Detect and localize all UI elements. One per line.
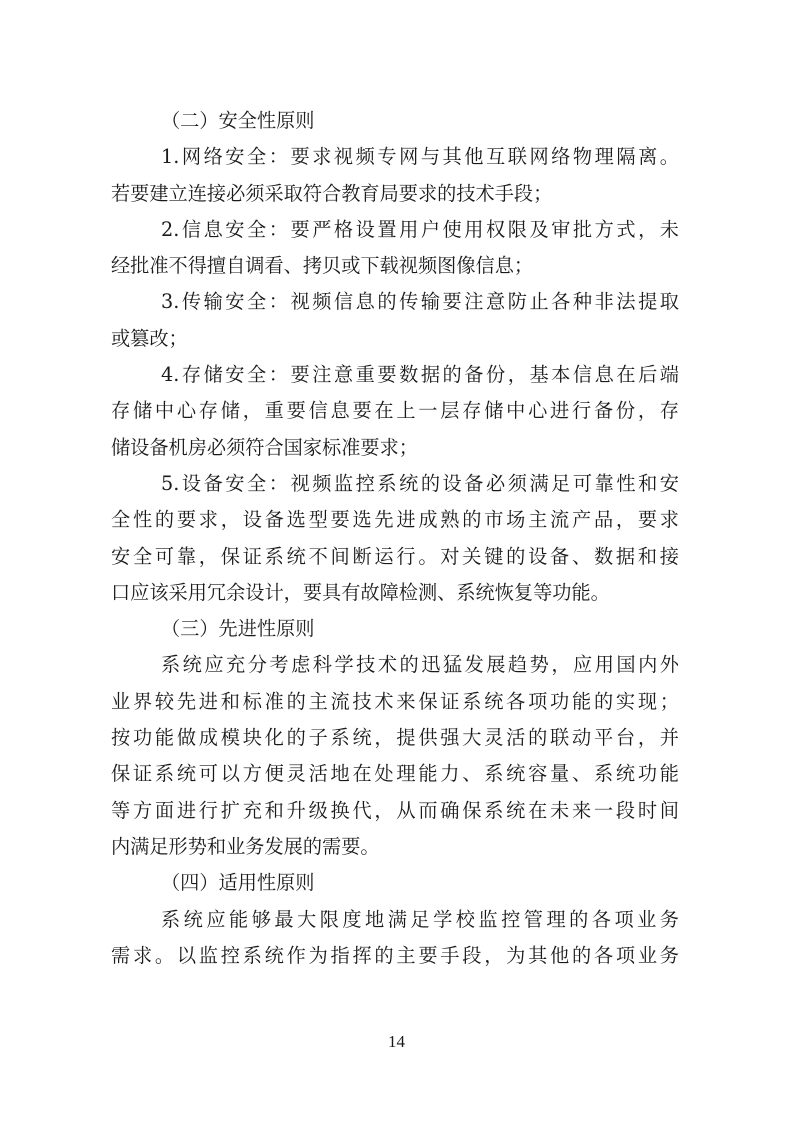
paragraph-advanced-line-3: 按功能做成模块化的子系统，提供强大灵活的联动平台，并 <box>111 726 679 750</box>
paragraph-device-security-line-1: 5.设备安全：视频监控系统的设备必须满足可靠性和安 <box>161 471 679 495</box>
paragraph-applicable-line-2: 需求。以监控系统作为指挥的主要手段，为其他的各项业务 <box>111 943 679 967</box>
paragraph-info-security-line-1: 2.信息安全：要严格设置用户使用权限及审批方式，未 <box>161 217 679 241</box>
paragraph-advanced-line-4: 保证系统可以方便灵活地在处理能力、系统容量、系统功能 <box>111 762 679 786</box>
paragraph-storage-security-line-2: 存储中心存储，重要信息要在上一层存储中心进行备份，存 <box>111 399 679 423</box>
paragraph-network-security-line-1: 1.网络安全：要求视频专网与其他互联网络物理隔离。 <box>161 145 679 169</box>
paragraph-advanced-line-5: 等方面进行扩充和升级换代，从而确保系统在未来一段时间 <box>111 798 679 822</box>
paragraph-transmission-security-line-2: 或篡改； <box>111 326 188 350</box>
paragraph-advanced-line-1: 系统应充分考虑科学技术的迅猛发展趋势，应用国内外 <box>161 653 679 677</box>
paragraph-network-security-line-2: 若要建立连接必须采取符合教育局要求的技术手段； <box>111 181 553 205</box>
paragraph-device-security-line-4: 口应该采用冗余设计，要具有故障检测、系统恢复等功能。 <box>111 580 610 604</box>
paragraph-info-security-line-2: 经批准不得擅自调看、拷贝或下载视频图像信息； <box>111 254 534 278</box>
paragraph-transmission-security-line-1: 3.传输安全：视频信息的传输要注意防止各种非法提取 <box>161 290 679 314</box>
paragraph-device-security-line-3: 安全可靠，保证系统不间断运行。对关键的设备、数据和接 <box>111 544 679 568</box>
paragraph-storage-security-line-1: 4.存储安全：要注意重要数据的备份，基本信息在后端 <box>161 363 679 387</box>
paragraph-applicable-line-1: 系统应能够最大限度地满足学校监控管理的各项业务 <box>161 907 679 931</box>
paragraph-device-security-line-2: 全性的要求，设备选型要选先进成熟的市场主流产品，要求 <box>111 508 679 532</box>
page-number: 14 <box>388 1032 405 1051</box>
section-heading-applicable: （四）适用性原则 <box>161 871 315 895</box>
section-heading-security: （二）安全性原则 <box>161 109 315 132</box>
paragraph-advanced-line-6: 内满足形势和业务发展的需要。 <box>111 834 380 858</box>
section-heading-advanced: （三）先进性原则 <box>161 617 315 641</box>
paragraph-storage-security-line-3: 储设备机房必须符合国家标准要求； <box>111 435 418 459</box>
document-body <box>111 103 679 974</box>
paragraph-advanced-line-2: 业界较先进和标准的主流技术来保证系统各项功能的实现； <box>111 689 679 713</box>
